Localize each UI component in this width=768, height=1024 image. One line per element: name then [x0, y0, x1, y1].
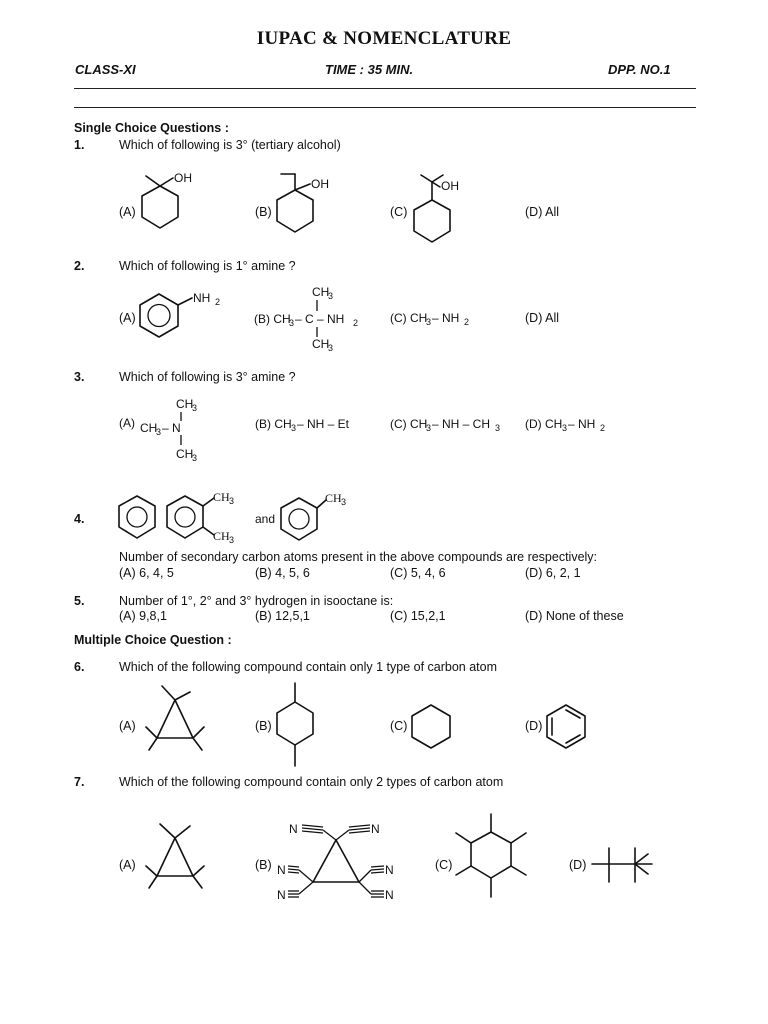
svg-text:N: N — [277, 863, 286, 877]
q4-o-xylene — [167, 490, 234, 545]
time-label: TIME : 35 MIN. — [325, 62, 414, 77]
svg-text:CH: CH — [213, 529, 230, 543]
q4-option-a: (A) 6, 4, 5 — [119, 566, 174, 580]
q7-structure-a — [140, 818, 216, 894]
q7-option-b: (B) — [255, 858, 272, 872]
question-6-number: 6. — [74, 660, 85, 674]
svg-text:– NH – Et: – NH – Et — [297, 417, 350, 431]
svg-text:3: 3 — [341, 497, 347, 507]
question-1-number: 1. — [74, 138, 85, 152]
q7-structure-d — [590, 842, 660, 888]
svg-text:– NH: – NH — [568, 417, 596, 431]
svg-text:CH: CH — [140, 421, 158, 435]
svg-text:(D) CH: (D) CH — [525, 417, 563, 431]
svg-text:3: 3 — [229, 535, 235, 545]
svg-text:3: 3 — [291, 423, 297, 433]
q4-and: and — [255, 512, 276, 526]
page-title: IUPAC & NOMENCLATURE — [256, 28, 512, 49]
question-5-number: 5. — [74, 594, 85, 608]
svg-text:2: 2 — [600, 423, 606, 433]
svg-text:CH: CH — [176, 397, 194, 411]
q4-structures — [115, 484, 375, 544]
question-7-number: 7. — [74, 775, 85, 789]
header-rule-top — [74, 88, 696, 89]
svg-text:3: 3 — [156, 427, 162, 437]
svg-text:(A): (A) — [119, 416, 135, 430]
q7-structure-b — [274, 818, 414, 908]
svg-text:3: 3 — [229, 496, 235, 506]
svg-text:3: 3 — [289, 318, 295, 328]
svg-text:(C) CH: (C) CH — [390, 311, 428, 325]
svg-text:CH: CH — [312, 337, 330, 351]
svg-text:OH: OH — [441, 179, 459, 193]
header-rule-bottom — [74, 107, 696, 108]
q7-option-c: (C) — [435, 858, 453, 872]
q4-toluene — [281, 491, 346, 540]
q7-structure-c — [452, 808, 532, 903]
svg-text:N: N — [289, 822, 298, 836]
q7-option-a: (A) — [119, 858, 136, 872]
svg-text:N: N — [277, 888, 286, 902]
svg-text:3: 3 — [192, 453, 198, 463]
q2-option-c — [390, 307, 490, 327]
q1-structure-b — [270, 168, 340, 243]
q4-option-b: (B) 4, 5, 6 — [255, 566, 310, 580]
q5-option-b: (B) 12,5,1 — [255, 609, 310, 623]
svg-text:3: 3 — [328, 291, 334, 301]
svg-text:(C) CH: (C) CH — [390, 417, 428, 431]
q4-option-c: (C) 5, 4, 6 — [390, 566, 446, 580]
svg-text:N: N — [385, 863, 394, 877]
question-1-text: Which of following is 3° (tertiary alcohol) — [119, 138, 341, 152]
q4-benzene — [119, 496, 155, 538]
q6-structure-d — [546, 702, 590, 750]
q6-structure-c — [411, 702, 455, 750]
q6-structure-b — [275, 680, 325, 770]
q3-option-d — [525, 413, 625, 433]
svg-text:3: 3 — [328, 343, 334, 353]
question-7-text: Which of the following compound contain only 2 types of carbon atom — [119, 775, 504, 789]
q3-option-c — [390, 413, 510, 433]
q4-option-d: (D) 6, 2, 1 — [525, 566, 581, 580]
svg-text:3: 3 — [495, 423, 501, 433]
q3-structure-a — [119, 393, 229, 465]
svg-text:OH: OH — [311, 177, 329, 191]
section-multiple-choice: Multiple Choice Question : — [74, 633, 232, 647]
svg-text:CH: CH — [325, 491, 342, 505]
question-3-number: 3. — [74, 370, 85, 384]
q6-option-d: (D) — [525, 719, 543, 733]
svg-text:OH: OH — [174, 171, 192, 185]
svg-text:3: 3 — [562, 423, 568, 433]
q5-option-d: (D) None of these — [525, 609, 624, 623]
question-2-number: 2. — [74, 259, 85, 273]
q1-option-c: (C) — [390, 205, 408, 219]
q6-option-a: (A) — [119, 719, 136, 733]
svg-text:– C – NH: – C – NH — [295, 312, 345, 326]
q2-option-a: (A) — [119, 311, 136, 325]
q7-option-d: (D) — [569, 858, 587, 872]
svg-text:– NH – CH: – NH – CH — [432, 417, 491, 431]
question-5-text: Number of 1°, 2° and 3° hydrogen in isooctane is: — [119, 594, 394, 608]
q1-structure-a — [135, 168, 195, 243]
q6-option-b: (B) — [255, 719, 272, 733]
section-single-choice: Single Choice Questions : — [74, 121, 229, 135]
q6-option-c: (C) — [390, 719, 408, 733]
svg-text:3: 3 — [192, 403, 198, 413]
svg-text:2: 2 — [215, 297, 221, 307]
q1-option-b: (B) — [255, 205, 272, 219]
q3-option-b — [255, 413, 375, 433]
svg-text:3: 3 — [426, 423, 432, 433]
q1-option-a: (A) — [119, 205, 136, 219]
question-2-text: Which of following is 1° amine ? — [119, 259, 296, 273]
svg-text:(B) CH: (B) CH — [255, 417, 292, 431]
q2-structure-b — [254, 282, 374, 352]
question-3-text: Which of following is 3° amine ? — [119, 370, 296, 384]
svg-text:2: 2 — [464, 317, 470, 327]
q1-structure-c — [405, 162, 475, 242]
q5-option-c: (C) 15,2,1 — [390, 609, 446, 623]
svg-text:2: 2 — [353, 318, 359, 328]
svg-text:– NH: – NH — [432, 311, 460, 325]
svg-text:CH: CH — [176, 447, 194, 461]
dpp-label: DPP. NO.1 — [608, 62, 671, 77]
svg-text:CH: CH — [312, 285, 330, 299]
question-6-text: Which of the following compound contain only 1 type of carbon atom — [119, 660, 497, 674]
svg-text:N: N — [371, 822, 380, 836]
q2-option-d: (D) All — [525, 311, 560, 325]
svg-text:N: N — [385, 888, 394, 902]
q5-option-a: (A) 9,8,1 — [119, 609, 167, 623]
question-4-text: Number of secondary carbon atoms present in the above compounds are respectively: — [119, 550, 598, 564]
class-label: CLASS-XI — [75, 62, 136, 77]
q6-structure-a — [140, 680, 216, 756]
svg-text:3: 3 — [426, 317, 432, 327]
svg-text:(B) CH: (B) CH — [254, 312, 291, 326]
question-4-number: 4. — [74, 512, 85, 526]
q1-option-d: (D) All — [525, 205, 560, 219]
q2-structure-a — [136, 286, 226, 346]
svg-text:– N: – N — [162, 421, 181, 435]
svg-text:NH: NH — [193, 291, 211, 305]
svg-text:CH: CH — [213, 490, 230, 504]
